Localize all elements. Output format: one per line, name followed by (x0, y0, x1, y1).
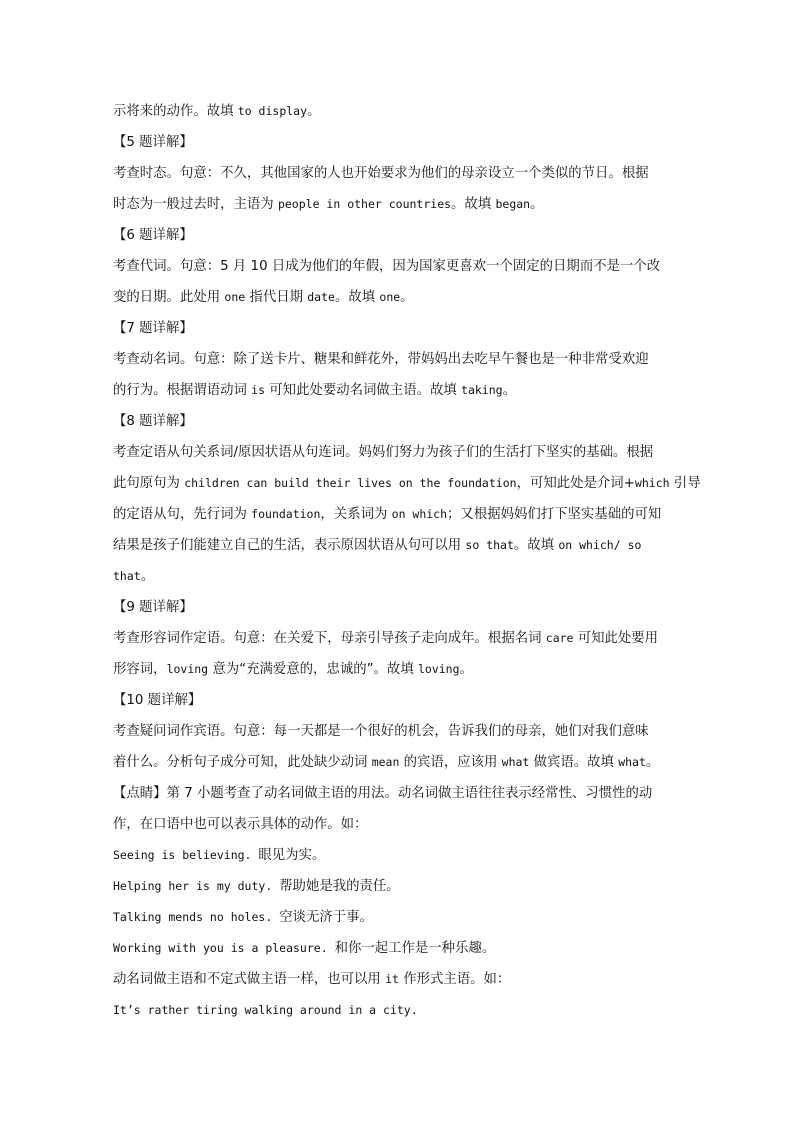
chinese-text: 【7 题详解】 (113, 321, 193, 336)
chinese-text: 。 (140, 569, 155, 584)
english-text: foundation (251, 507, 321, 521)
english-text: Helping her is my duty. (113, 879, 280, 893)
english-text: children can build their lives on the foundation (184, 476, 517, 490)
chinese-text: 考查代词。句意：5 月 10 日成为他们的年假，因为国家更喜欢一个固定的日期而不是一个改 (113, 259, 661, 274)
text-line (113, 375, 687, 406)
english-text: one (224, 290, 246, 304)
text-line (113, 282, 687, 313)
text-line (113, 158, 687, 189)
text-line (113, 251, 687, 282)
chinese-text: 【8 题详解】 (113, 414, 193, 429)
english-text: on which (391, 507, 448, 521)
text-line (113, 623, 687, 654)
english-text: one (379, 290, 401, 304)
chinese-text: 考查动名词。句意：除了送卡片、糖果和鲜花外，带妈妈出去吃早午餐也是一种非常受欢迎 (113, 352, 649, 367)
text-line (113, 344, 687, 375)
english-text: what (618, 755, 646, 769)
chinese-text: 帮助她是我的责任。 (279, 879, 400, 894)
english-text: It’s rather tiring walking around in a city. (113, 1003, 418, 1017)
chinese-text: 时态为一般过去时，主语为 (113, 197, 278, 212)
chinese-text: 和你一起工作是一种乐趣。 (334, 941, 496, 956)
english-text: that (113, 569, 141, 583)
text-line (113, 902, 687, 933)
chinese-text: ；又根据妈妈们打下坚实基础的可知 (447, 507, 662, 522)
english-text: what (501, 755, 530, 769)
chinese-text: 可知此处要用 (573, 631, 659, 646)
english-text: on which/ so (558, 538, 642, 552)
chinese-text: 作形式主语。如： (398, 972, 511, 987)
chinese-text: 【6 题详解】 (113, 228, 193, 243)
chinese-text: 意为“充满爱意的，忠诚的”。故填 (208, 662, 418, 677)
chinese-text: 【5 题详解】 (113, 135, 193, 150)
chinese-text: 考查形容词作定语。句意：在关爱下，母亲引导孩子走向成年。根据名词 (113, 631, 546, 646)
chinese-text: 。 (530, 197, 544, 212)
text-line (113, 468, 701, 499)
chinese-text: ，关系词为 (320, 507, 392, 522)
text-line (113, 189, 687, 220)
english-text: taking (461, 383, 503, 397)
chinese-text: 做宾语。故填 (529, 755, 619, 770)
chinese-text: 。 (307, 104, 321, 119)
chinese-text: 【点睛】第 7 小题考查了动名词做主语的用法。动名词做主语往往表示经常性、习惯性的动 (113, 786, 653, 801)
english-text: people in other countries (277, 197, 452, 211)
english-text: Working with you is a pleasure. (113, 941, 335, 955)
text-line (113, 530, 687, 561)
chinese-text: 。故填 (451, 197, 496, 212)
english-text: is (251, 383, 266, 397)
document-page (113, 96, 701, 1026)
english-text: loving (417, 662, 460, 676)
english-text: which (634, 476, 670, 490)
chinese-text: 的宾语，应该用 (399, 755, 502, 770)
chinese-text: 形容词， (113, 662, 167, 677)
text-line (113, 313, 687, 344)
english-text: to display (237, 104, 308, 118)
text-line (113, 127, 687, 158)
text-line (113, 220, 687, 251)
chinese-text: 。 (400, 290, 414, 305)
chinese-text: 考查时态。句意：不久，其他国家的人也开始要求为他们的母亲设立一个类似的节日。根据 (113, 166, 649, 181)
text-line (113, 995, 687, 1026)
chinese-text: 考查定语从句关系词/原因状语从句连词。妈妈们努力为孩子们的生活打下坚实的基础。根据 (113, 445, 654, 460)
text-line (113, 778, 687, 809)
text-line (113, 96, 687, 127)
text-line (113, 933, 687, 964)
chinese-text: 【10 题详解】 (113, 693, 202, 708)
chinese-text: ，可知此处是介词+ (516, 476, 635, 491)
chinese-text: 可知此处要动名词做主语。故填 (265, 383, 462, 398)
english-text: care (545, 631, 574, 645)
text-line (113, 964, 687, 995)
english-text: so that (465, 538, 514, 552)
text-line (113, 561, 687, 592)
chinese-text: 【9 题详解】 (113, 600, 193, 615)
chinese-text: 动名词做主语和不定式做主语一样，也可以用 (113, 972, 386, 987)
english-text: Seeing is believing. (113, 848, 259, 862)
text-line (113, 592, 687, 623)
text-line (113, 840, 687, 871)
text-line (113, 716, 687, 747)
english-text: Talking mends no holes. (113, 910, 280, 924)
chinese-text: 。 (502, 383, 516, 398)
english-text: it (385, 972, 399, 986)
chinese-text: 。故填 (513, 538, 559, 553)
chinese-text: 指代日期 (245, 290, 308, 305)
text-line (113, 437, 687, 468)
text-line (113, 654, 687, 685)
chinese-text: 。 (645, 755, 660, 770)
chinese-text: 眼见为实。 (258, 848, 326, 863)
chinese-text: 。 (459, 662, 473, 677)
chinese-text: 作，在口语中也可以表示具体的动作。如： (113, 817, 368, 832)
chinese-text: 的定语从句，先行词为 (113, 507, 252, 522)
chinese-text: 变的日期。此处用 (113, 290, 225, 305)
english-text: began (495, 197, 531, 211)
english-text: mean (371, 755, 400, 769)
chinese-text: 考查疑问词作宾语。句意：每一天都是一个很好的机会，告诉我们的母亲，她们对我们意味 (113, 724, 649, 739)
chinese-text: 。故填 (334, 290, 380, 305)
text-line (113, 685, 687, 716)
chinese-text: 的行为。根据谓语动词 (113, 383, 252, 398)
chinese-text: 空谈无济于事。 (279, 910, 373, 925)
text-line (113, 499, 687, 530)
text-line (113, 747, 687, 778)
chinese-text: 结果是孩子们能建立自己的生活，表示原因状语从句可以用 (113, 538, 466, 553)
text-line (113, 406, 687, 437)
english-text: loving (166, 662, 209, 676)
chinese-text: 着什么。分析句子成分可知，此处缺少动词 (113, 755, 372, 770)
text-line (113, 871, 687, 902)
text-line (113, 809, 687, 840)
chinese-text: 此句原句为 (113, 476, 185, 491)
chinese-text: 引导 (669, 476, 701, 491)
chinese-text: 示将来的动作。故填 (113, 104, 238, 119)
english-text: date (307, 290, 335, 304)
